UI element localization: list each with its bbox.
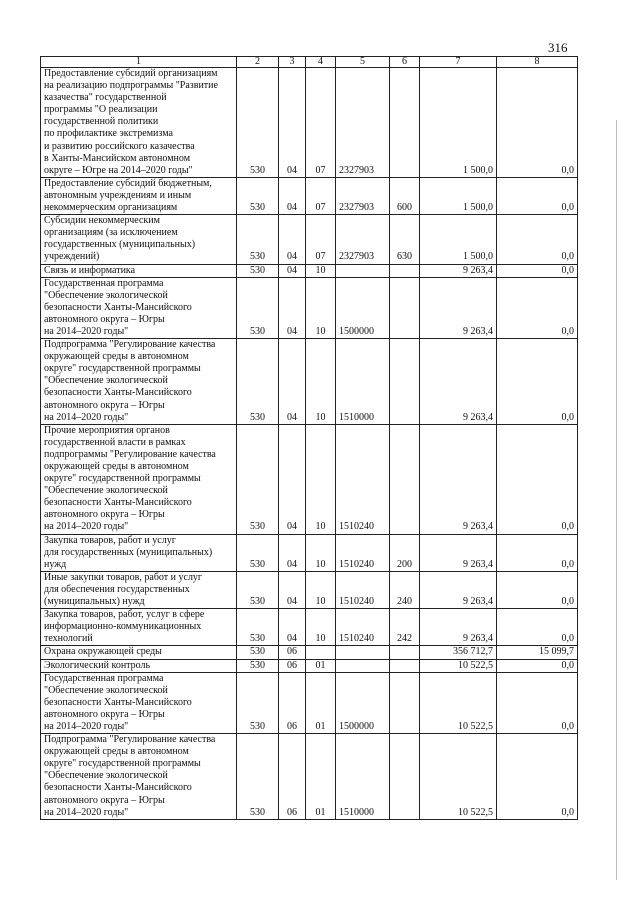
row-name-cell: Прочие мероприятия органов государственной власти в рамках подпрограммы "Регулирование качества окружающей среды в автономном округе" государственной программы "Обеспечение экологической безопасности Ханты-Мансийского автономного округа – Югры на 2014–2020 годы" xyxy=(41,424,237,534)
row-section-cell: 04 xyxy=(279,609,306,646)
row-amount-cell: 1 500,0 xyxy=(420,215,497,264)
row-amount-cell: 10 522,5 xyxy=(420,734,497,820)
row-amount-cell: 1 500,0 xyxy=(420,177,497,214)
row-name-cell: Предоставление субсидий бюджетным, автономным учреждениям и иным некоммерческим организациям xyxy=(41,177,237,214)
row-section-cell: 06 xyxy=(279,734,306,820)
row-name-cell: Государственная программа "Обеспечение экологической безопасности Ханты-Мансийского автономного округа – Югры на 2014–2020 годы" xyxy=(41,277,237,338)
row-expense-type-cell xyxy=(390,424,420,534)
row-amount-cell: 9 263,4 xyxy=(420,277,497,338)
row-section-cell: 04 xyxy=(279,424,306,534)
row-target-code-cell: 2327903 xyxy=(336,68,390,178)
row-section-cell: 04 xyxy=(279,264,306,277)
table-row xyxy=(41,277,578,338)
row-admin-code-cell: 530 xyxy=(237,659,279,672)
row-amount-cell: 9 263,4 xyxy=(420,534,497,571)
table-row xyxy=(41,424,578,534)
row-amount-cell: 356 712,7 xyxy=(420,646,497,659)
row-name-cell: Предоставление субсидий организациям на реализацию подпрограммы "Развитие казачества" государственной программы "О реализации государственной политики по профилактике экстремизма и развитию российского казачества в Ханты-Мансийском автономном округе – Югре на 2014–2020 годы" xyxy=(41,68,237,178)
row-amount2-cell: 0,0 xyxy=(497,659,578,672)
row-section-cell: 04 xyxy=(279,339,306,425)
row-amount2-cell: 0,0 xyxy=(497,672,578,733)
row-amount2-cell: 15 099,7 xyxy=(497,646,578,659)
row-section-cell: 04 xyxy=(279,277,306,338)
column-header: 6 xyxy=(390,57,420,68)
row-target-code-cell xyxy=(336,659,390,672)
row-name-cell: Субсидии некоммерческим организациям (за исключением государственных (муниципальных) учреждений) xyxy=(41,215,237,264)
row-expense-type-cell: 240 xyxy=(390,571,420,608)
row-amount2-cell: 0,0 xyxy=(497,339,578,425)
row-name-cell: Государственная программа "Обеспечение экологической безопасности Ханты-Мансийского автономного округа – Югры на 2014–2020 годы" xyxy=(41,672,237,733)
row-admin-code-cell: 530 xyxy=(237,571,279,608)
row-target-code-cell: 1500000 xyxy=(336,277,390,338)
row-subsection-cell: 10 xyxy=(306,339,336,425)
row-admin-code-cell: 530 xyxy=(237,264,279,277)
page-number: 316 xyxy=(548,40,568,55)
row-amount2-cell: 0,0 xyxy=(497,424,578,534)
row-subsection-cell: 07 xyxy=(306,177,336,214)
row-name-cell: Закупка товаров, работ и услуг для государственных (муниципальных) нужд xyxy=(41,534,237,571)
table-row xyxy=(41,659,578,672)
row-admin-code-cell: 530 xyxy=(237,339,279,425)
row-name-cell: Связь и информатика xyxy=(41,264,237,277)
row-expense-type-cell xyxy=(390,672,420,733)
row-amount-cell: 10 522,5 xyxy=(420,659,497,672)
row-amount-cell: 9 263,4 xyxy=(420,571,497,608)
row-section-cell: 04 xyxy=(279,571,306,608)
row-subsection-cell: 10 xyxy=(306,571,336,608)
table-row xyxy=(41,264,578,277)
row-section-cell: 06 xyxy=(279,659,306,672)
row-amount2-cell: 0,0 xyxy=(497,609,578,646)
table-row xyxy=(41,672,578,733)
table-body xyxy=(41,68,578,820)
row-expense-type-cell: 600 xyxy=(390,177,420,214)
row-section-cell: 06 xyxy=(279,646,306,659)
row-expense-type-cell xyxy=(390,339,420,425)
table-row xyxy=(41,339,578,425)
column-header: 7 xyxy=(420,57,497,68)
scan-margin-line xyxy=(616,120,617,880)
row-subsection-cell xyxy=(306,646,336,659)
row-expense-type-cell xyxy=(390,646,420,659)
row-amount2-cell: 0,0 xyxy=(497,264,578,277)
row-name-cell: Иные закупки товаров, работ и услуг для обеспечения государственных (муниципальных) нужд xyxy=(41,571,237,608)
row-section-cell: 06 xyxy=(279,672,306,733)
row-subsection-cell: 10 xyxy=(306,277,336,338)
row-section-cell: 04 xyxy=(279,177,306,214)
row-admin-code-cell: 530 xyxy=(237,734,279,820)
row-subsection-cell: 01 xyxy=(306,659,336,672)
row-amount2-cell: 0,0 xyxy=(497,534,578,571)
row-section-cell: 04 xyxy=(279,215,306,264)
row-admin-code-cell: 530 xyxy=(237,424,279,534)
row-target-code-cell: 2327903 xyxy=(336,215,390,264)
table-row xyxy=(41,734,578,820)
row-name-cell: Закупка товаров, работ, услуг в сфере информационно-коммуникационных технологий xyxy=(41,609,237,646)
row-subsection-cell: 01 xyxy=(306,672,336,733)
row-amount-cell: 9 263,4 xyxy=(420,424,497,534)
row-subsection-cell: 07 xyxy=(306,68,336,178)
row-subsection-cell: 10 xyxy=(306,424,336,534)
row-amount2-cell: 0,0 xyxy=(497,68,578,178)
table-row xyxy=(41,571,578,608)
row-expense-type-cell xyxy=(390,734,420,820)
row-admin-code-cell: 530 xyxy=(237,646,279,659)
row-admin-code-cell: 530 xyxy=(237,277,279,338)
row-amount2-cell: 0,0 xyxy=(497,734,578,820)
table-row xyxy=(41,177,578,214)
row-target-code-cell xyxy=(336,264,390,277)
row-expense-type-cell: 200 xyxy=(390,534,420,571)
row-target-code-cell: 1510240 xyxy=(336,424,390,534)
column-header: 4 xyxy=(306,57,336,68)
column-header: 3 xyxy=(279,57,306,68)
row-amount2-cell: 0,0 xyxy=(497,215,578,264)
row-target-code-cell xyxy=(336,646,390,659)
column-header: 5 xyxy=(336,57,390,68)
row-amount-cell: 9 263,4 xyxy=(420,609,497,646)
row-amount-cell: 9 263,4 xyxy=(420,264,497,277)
row-expense-type-cell xyxy=(390,68,420,178)
row-amount-cell: 9 263,4 xyxy=(420,339,497,425)
row-target-code-cell: 1510000 xyxy=(336,734,390,820)
row-target-code-cell: 1510000 xyxy=(336,339,390,425)
row-name-cell: Охрана окружающей среды xyxy=(41,646,237,659)
column-header: 2 xyxy=(237,57,279,68)
row-target-code-cell: 1510240 xyxy=(336,534,390,571)
table-row xyxy=(41,646,578,659)
row-admin-code-cell: 530 xyxy=(237,672,279,733)
row-subsection-cell: 10 xyxy=(306,534,336,571)
header-row xyxy=(41,57,578,68)
row-subsection-cell: 10 xyxy=(306,264,336,277)
row-expense-type-cell xyxy=(390,264,420,277)
row-subsection-cell: 10 xyxy=(306,609,336,646)
row-name-cell: Подпрограмма "Регулирование качества окружающей среды в автономном округе" государственной программы "Обеспечение экологической безопасности Ханты-Мансийского автономного округа – Югры на 2014–2020 годы" xyxy=(41,339,237,425)
table-row xyxy=(41,215,578,264)
row-amount-cell: 1 500,0 xyxy=(420,68,497,178)
budget-table xyxy=(40,56,578,820)
row-amount2-cell: 0,0 xyxy=(497,277,578,338)
row-subsection-cell: 07 xyxy=(306,215,336,264)
row-target-code-cell: 1500000 xyxy=(336,672,390,733)
row-name-cell: Экологический контроль xyxy=(41,659,237,672)
row-admin-code-cell: 530 xyxy=(237,215,279,264)
table-row xyxy=(41,609,578,646)
table-row xyxy=(41,68,578,178)
row-admin-code-cell: 530 xyxy=(237,534,279,571)
row-target-code-cell: 2327903 xyxy=(336,177,390,214)
row-expense-type-cell xyxy=(390,277,420,338)
row-expense-type-cell: 630 xyxy=(390,215,420,264)
row-subsection-cell: 01 xyxy=(306,734,336,820)
row-target-code-cell: 1510240 xyxy=(336,571,390,608)
row-admin-code-cell: 530 xyxy=(237,609,279,646)
table-row xyxy=(41,534,578,571)
row-section-cell: 04 xyxy=(279,68,306,178)
row-amount2-cell: 0,0 xyxy=(497,571,578,608)
row-expense-type-cell: 242 xyxy=(390,609,420,646)
row-name-cell: Подпрограмма "Регулирование качества окружающей среды в автономном округе" государственной программы "Обеспечение экологической безопасности Ханты-Мансийского автономного округа – Югры на 2014–2020 годы" xyxy=(41,734,237,820)
row-amount2-cell: 0,0 xyxy=(497,177,578,214)
row-target-code-cell: 1510240 xyxy=(336,609,390,646)
row-expense-type-cell xyxy=(390,659,420,672)
row-amount-cell: 10 522,5 xyxy=(420,672,497,733)
column-header: 8 xyxy=(497,57,578,68)
row-section-cell: 04 xyxy=(279,534,306,571)
column-header: 1 xyxy=(41,57,237,68)
row-admin-code-cell: 530 xyxy=(237,177,279,214)
row-admin-code-cell: 530 xyxy=(237,68,279,178)
